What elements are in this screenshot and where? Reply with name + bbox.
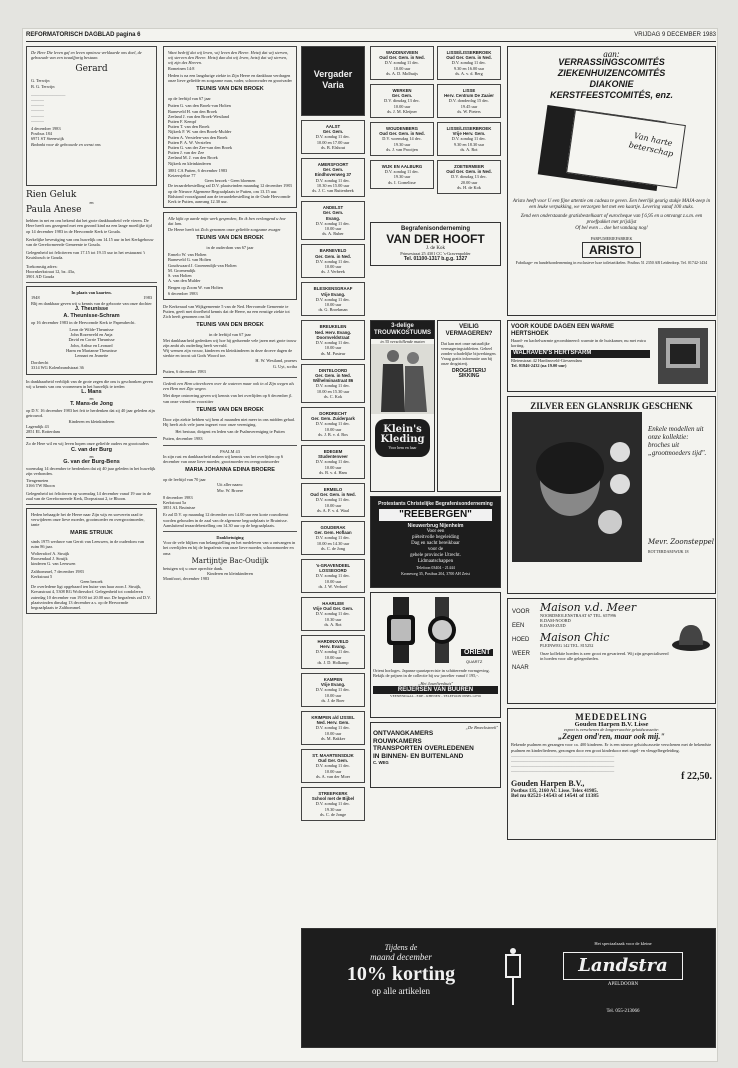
ad-kerst-aristo: [507, 46, 716, 316]
ad-title: VERRASSINGSCOMITÉS: [558, 57, 665, 67]
church-name: LISSE/LISSERBROEK Vrije Herv. Gem.: [446, 126, 492, 137]
notice-address: Bergen op Zoom W. van Holten 6 december 1983: [168, 285, 223, 296]
family-list: Ermelo W. van Holten Barneveld G. van Holten Goudswaard J. Groenendijk-van Holten M. Groenendijk S. van Holten A. van den Mulder: [168, 252, 237, 284]
ad-zilver: [507, 396, 716, 594]
header-title: REFORMATORISCH DAGBLAD pagina 6: [26, 32, 141, 38]
notice-text: Met diepe ontroering geven wij kennis van het overlijden op 6 december jl. van onze vriend en voorzitter: [163, 393, 293, 404]
notice-text: Zo de Here wil en wij leven hopen onze geliefde ouders en grootouders: [26, 441, 149, 447]
ad-address: ROTTERDAM/WIJK 18: [648, 549, 689, 554]
hat-image: [671, 617, 711, 657]
conjunction: en: [89, 200, 94, 205]
notice-family: Kinderen en kleinkinderen: [207, 571, 253, 577]
ad-text: Orient horloges. Japanse quartzprecisie in schitterende vormgeving. Bekijk de prijsen in de collectie bij uw juwelier vanaf f 195,-.: [373, 668, 490, 679]
church-name: 's-GRAVENDEEL LOSSEOORD: [315, 562, 351, 574]
ad-phone: Bel nu 02521-14543 of 14541 of 11385: [511, 793, 599, 800]
person-name: J. Theunisse: [74, 305, 109, 312]
ad-address: Prinsestraat 25 4301 CC 's-Gravenpolder: [400, 251, 471, 256]
notice-text: op 16 december 1983 in de Hervormde Kerk te Papendrecht.: [31, 319, 136, 325]
person-name: TEUNIS VAN DEN BROEK: [196, 234, 264, 241]
ad-trouwkostuums: [370, 320, 435, 492]
church-name: AALST Ger. Gem.: [322, 124, 344, 135]
family-list: Leon de Wilde-Theunisse John Rozenveld en Anja David en Corrie Theunisse John, Arthur en Leonard Harm en Marianne Theunisse Lennart en Jeanette: [66, 327, 117, 359]
service-times: D.V. zondag 11 dec. 10.00 en 15.30 uur ds. C. Kok: [315, 383, 351, 399]
notice-text: Blij en dankbaar geven wij u kennis van de geboorte van onze dochter: [31, 300, 152, 306]
church-name: ANDELST Ger. Gem. Evang.: [322, 205, 344, 221]
ad-text: Haard- en kachelwarmte gecombineerd: warmte in de huiskamer, nu met extra korting.: [511, 338, 646, 349]
ad-text: export is verschenen de langverwachte geluidscassette:: [563, 727, 660, 733]
family-list: Putten G. van den Broek-van Holten Barneveld H. van den Broek Zeeland J. van den Broek-Westland Putten F. Kempf Putten T. van den Broek Nijkerk F. W. van den Broek-Mulder Putten A. Verstelen-van den Broek Putten P. A. W. Verstelen Putten G. van der Zee-van den Broek Putten J. van der Zee Zeeland M. J. van den Broek Nijkerk en kleinkinderen: [168, 103, 233, 166]
gift-image: [512, 105, 711, 195]
death-notice-broek-1: [163, 46, 297, 208]
church-service-entry: [370, 46, 434, 80]
church-name: BLESKENSGRAAF Vrije Evang.: [313, 286, 353, 297]
ad-mededeling: MEDEDELING Gouden Harpen B.V. Lisse export is verschenen de langverwachte geluidscassette: „Zegen ond'ren, maar ook mij." Bekende psalmen en gezangen voor ca. 400 kinderen. Er is een nieuwe geluidscassette verschenen met de bekendste psalmen en kinderliederen, gezongen door een groot kinderkoor met orgel- en vleugelbegeleiding. ———————————————————————— ———————————————————————— ———————————————————————— ———————————————————————— f 22,50. Gouden Harpen B.V., Postbus 135, 2160 AC Lisse. Telex 41985. Bel nu 02521-14543 of 14541 of 11385: [507, 708, 716, 840]
death-notice-struijk: [26, 508, 157, 614]
notice-verse: Want bedrijf dat wij leven, wij leven den Heere. Hetzij dat wij sterven, wij sterven den Heere. Hetzij dan dat wij leven, hetzij dat wij sterven, wij zijn des Heeren.: [168, 50, 289, 66]
gift-label: Van harte beterschap: [627, 131, 675, 159]
ad-maison: [507, 598, 716, 704]
church-service-entry: [301, 158, 365, 197]
ad-address: Kroneweg 35, Postbus 204, 3700 AH Zeist: [401, 571, 470, 576]
person-name: MARIA JOHANNA EDINA BROERE: [185, 467, 275, 474]
service-times: D.V. donderdag 15 dec. 19.45 uur ds. W. Pieters: [448, 98, 490, 114]
ad-text: Onze kollektie hoeden is zeer groot en gevarieerd. Wij zijn gespecialiseerd in hoeden voor alle gelegenheden.: [540, 650, 669, 662]
notice-address: Dordrecht 3314 WG Kolenbrandstraat 36: [31, 360, 84, 371]
church-name: LISSE/LISSERBROEK Oud Ger. Gem. in Ned.: [446, 50, 492, 61]
ad-text: Aristo heeft voor U een fijne attentie om cadeau te geven. Een heerlijk geurig stukje MAJA-zeep in een leuke verpakking, we verzorgen het met een kaartje. Levering vanaf 100 stuks.: [512, 199, 711, 210]
ad-orient: [370, 592, 501, 718]
church-name: WADDINXVEEN Oud Ger. Gem. in Ned.: [379, 50, 425, 61]
person-name: TEUNIS VAN DEN BROEK: [196, 406, 264, 413]
service-times: D.V. zondag 11 dec. 10.00 uur ds. A. van der Moer: [315, 763, 351, 779]
church-service-entry: [301, 483, 365, 517]
notice-address: Putten, december 1983: [163, 436, 203, 442]
church-service-entry: [437, 46, 501, 80]
church-service-entry: [301, 320, 365, 359]
ad-address: VEENENDAAL - EDE - RHENEN - TELEFOON 08385-14756: [390, 693, 481, 698]
ad-subtitle: QUARTZ: [466, 659, 483, 664]
ad-owner: C. WEG: [373, 760, 389, 766]
notice-text: Geen bezoek - Geen bloemen: [204, 178, 256, 184]
ad-line: HOED: [512, 637, 530, 643]
service-times: D.V. zondag 11 dec. 10.00 uur ds. J. B. v. d. Bos: [315, 421, 351, 437]
church-name: DORDRECHT Ger. Gem. Zuiderpark: [311, 410, 355, 422]
ad-line: Tijdens de: [384, 943, 418, 952]
landstra-logo: Landstra: [563, 952, 683, 980]
notice-verse: Gedenk een Hem uitverkoren over de wateren maar ook in al Zijn wegen als een Hem met Zijn wegen.: [163, 380, 295, 392]
notice-age: in de leeftijd van 67 jaar: [209, 332, 251, 338]
service-times: D.V. zondag 11 dec. 19.30 uur ds. I. Cornelisse: [384, 169, 420, 185]
ad-line: gehele provincie Utrecht.: [410, 553, 461, 558]
ad-address: Postbus 135, 2160 AC Lisse. Telex 41985.: [511, 788, 598, 794]
notice-text: De Kerkeraad van Wijkgemeente 5 van de Ned. Hervormde Gemeente te Putten, geeft met droefheid kennis dat de Heere, na een ernstige ziekte tot Zich heeft genomen ons lid: [163, 303, 290, 320]
church-service-entry: [301, 364, 365, 403]
service-times: D.V. zondag 11 dec. 10.00 uur ds. A. Ruber: [315, 220, 351, 237]
person-name: T. Mans-de Jong: [70, 401, 113, 408]
suit-figure-image: [371, 344, 434, 414]
notice-text: De Heere heeft tot Zich genomen onze geliefde zorgzame zwager: [168, 226, 281, 232]
ad-text: Dat kan met onze natuurlijke vermageringstabletten. Geheel zonder schadelijke bijwerkingen. Vraag gratis informatie aan bij onze drogisterij.: [441, 341, 497, 366]
ad-line: EEN: [512, 623, 525, 629]
family-list: Woltersdorf A. Struijk Roosendaal J. Struijk kinderen G. van Leeuwen: [31, 550, 76, 567]
notice-text: Heden behaagde het de Heere naar Zijn wijs en soeverein raad te verwijderen onze lieve moeder, grootmoeder en overgrootmoeder, tante: [31, 511, 145, 528]
church-service-entry: [437, 160, 501, 194]
service-times: D.V. dinsdag 13 dec. 10.00 uur ds. J. M. Kleijner: [384, 98, 420, 114]
service-times: D.V. zondag 11 dec. 10.00 uur ds. M. Pasteur: [315, 340, 351, 356]
service-times: D.V. zondag 11 dec. 10.00 uur ds. G. Broekman: [315, 296, 351, 313]
church-name: KAMPEN Vrije Evang.: [320, 677, 346, 688]
ad-title: DIAKONIE: [589, 79, 634, 89]
service-times: D.V. zondag 11 dec. 10.00 uur ds. J. D. Holkamp: [315, 649, 351, 665]
notice-signatories: H. W. Westland, praeses G. Uyt, scriba: [255, 358, 297, 369]
person-name: TEUNIS VAN DEN BROEK: [196, 322, 264, 329]
notice-text: Er zal D.V. op maandag 12 december om 14.00 uur een korte rouwdienst worden gehouden in de zaal van de algemene begraafplaats te Bruinisse. Aansluitend teraardebestelling om 14.30 uur op de begraafplaats.: [163, 512, 289, 528]
verse-reference: Romeinen 14:8: [168, 65, 195, 71]
church-service-entry: [301, 787, 365, 821]
ad-phone: Tel. 055-213066: [606, 1009, 640, 1014]
notice-heading: Dankbetuiging: [216, 535, 244, 541]
notice-text: sinds 1975 weduwe van Gerrit van Leeuwen, in de ouderdom van ruim 86 jaar.: [31, 538, 145, 549]
ad-address: Fabrikage- en handelsonderneming in exclusieve luxe toiletartikelen. Postbus 51 2350 AB Leiderdorp. Tel. 01742-1434: [515, 260, 708, 265]
church-name: KRIMPEN a/d IJSSEL Ned. Herv. Gem.: [311, 715, 355, 726]
ad-subtitle: Begrafenisonderneming: [400, 226, 470, 232]
ad-phone: Telefoon 03404 - 21444: [416, 565, 455, 570]
church-service-entry: [370, 122, 434, 156]
ad-subtitle: „De Broeckstreek": [465, 725, 498, 730]
notice-address: Montfoort, december 1983: [163, 576, 210, 582]
ad-line: piëteitvolle begeleiding: [411, 535, 460, 540]
ad-text: Bekende psalmen en gezangen voor ca. 400 kinderen. Er is een nieuwe geluidscassette verschenen met de bekendste psalmen en kinderliederen, gezongen door een groot kinderkoor met orgel- en vleugelbegeleiding.: [511, 742, 712, 753]
bride-name: Paula Anese: [26, 205, 82, 216]
church-service-entry: [301, 635, 365, 669]
person-name: L. Mans: [81, 389, 102, 396]
notice-text: op D.V. 16 december 1983 het feit te herdenken dat zij 40 jaar geleden zijn getrouwd.: [26, 408, 155, 419]
church-service-list: [370, 46, 434, 189]
church-name: HAARLEM Vrije Oud Ger. Gem.: [312, 601, 354, 612]
ad-intro: aan:: [603, 49, 620, 59]
church-name: HARDINXVELD Herv. Evang.: [317, 639, 349, 650]
service-times: D.V. zondag 11 dec. 19.30 uur ds. C. de Jonge: [315, 801, 351, 817]
notice-address: 3881 CA Putten, 6 december 1983 Keizersjeltse 77: [168, 167, 228, 179]
church-name: ZOETERMEER Oud Ger. Gem. in Ned.: [446, 164, 492, 175]
notice-age: op de leeftijd van 70 jaar: [163, 477, 206, 483]
person-name: TEUNIS VAN DEN BROEK: [196, 86, 264, 93]
service-times: D.V. zondag 11 dec. 10.00 uur ds. J. Verbeek: [315, 258, 351, 275]
discount-headline: 10% korting: [346, 963, 456, 985]
ad-title: VEILIG VERMAGEREN?: [445, 324, 493, 337]
company-name: Gouden Harpen B.V.,: [511, 778, 585, 788]
wedding-ceremony: Kerkelijke bevestiging van ons huwelijk om 14.15 uur in het Kerkgebouw van de Gereformeerde Gemeente te Gouda.: [26, 236, 154, 248]
ad-landstra: [301, 928, 716, 1048]
notice-signatories: Het bestuur, dirigent en leden van de Psalmvereniging te Putten: [175, 429, 285, 435]
church-name: WOUDENBERG Oud Ger. Gem. in Ned.: [379, 126, 425, 137]
ad-text: Of bel even ... doe het vandaag nog!: [575, 226, 648, 231]
ad-subtitle: „Het Juweliershuis": [417, 680, 454, 686]
church-service-entry: [370, 160, 434, 189]
notice-text: betuigen wij u onze oprechte dank.: [163, 565, 224, 571]
ad-address: PLEINWEG 142 TEL. 815252: [540, 642, 594, 648]
ad-owner: J. de Kok: [425, 246, 446, 251]
notice-address: Putten, 6 december 1983: [163, 368, 206, 374]
cassette-title: „Zegen ond'ren, maar ook mij.": [558, 732, 665, 742]
anniversary-theunisse: [26, 286, 157, 374]
church-service-entry: [301, 749, 365, 783]
column-3: [301, 46, 365, 926]
ad-line: op alle artikelen: [372, 986, 430, 996]
church-name: WERKEN Ger. Gem.: [391, 88, 413, 99]
groom-name: Rien Geluk: [26, 190, 77, 200]
ad-subtitle: Protestants Christelijke Begrafenisonderneming: [378, 501, 493, 507]
year-start: 1948: [31, 295, 40, 301]
person-name: C. van der Burg: [71, 446, 112, 453]
service-times: D.V. woensdag 14 dec. 19.30 uur ds. J. van Prooijen: [382, 136, 422, 152]
person-name: G. van der Burg-Bens: [63, 458, 120, 465]
notice-text: De overledene ligt opgebaard ten huize van haar zoon J. Struijk, Kreuzstraat 4, 5308 RG Woltersdorf. Gelegenheid tot condoleren zaterdag 10 december van 19.00 tot 20.00 uur. De begrafenis zal D.V. plaatsvinden dinsdag 13 december a.s. op de Hervormde begraafplaats te Zaltbommel.: [31, 584, 151, 610]
klein-logo: Klein's Kleding: [380, 424, 425, 446]
ad-subtitle: Gouden Harpen B.V. Lisse: [574, 721, 649, 728]
church-service-entry: [301, 673, 365, 707]
church-name: LISSE Herv. Centrum De Zaaier: [444, 88, 494, 99]
church-name: BARNEVELD Ger. Gem. in Ned.: [315, 248, 351, 259]
verse-reference: PSALM 43: [220, 448, 240, 454]
person-name: Martijntje Bac-Oudijk: [191, 556, 269, 565]
ad-subtitle: in 35 verschillende maten: [380, 339, 425, 344]
ad-address: NOORDMOLENSTRAAT 67 TEL. 657996 R.DAM-NOORD R.DAM-ZUID: [540, 613, 616, 629]
notice-text: Gelegenheid tot feliciteren op woensdag 14 december vanaf 19 uur in de zaal van de Gereformeerde Kerk, Dorpsstraat 2, te Rhoon.: [26, 490, 151, 501]
service-times: D.V. zondag 11 dec. 10.00 uur ds. B. v. d. Ham: [315, 459, 351, 475]
ad-line: NAAR: [512, 665, 529, 671]
ad-title: 3-delige TROUWKOSTUUMS: [371, 321, 434, 339]
ad-shop-name: WALRAVEN'S HERTSFARM: [511, 350, 650, 357]
birth-notice-gerard: De Here Die leven gaf en leven opnieuw verklaarde ons doel, de gebouwde van een twaalfjarig bestaan. Gerard G. Terwijn B. G. Terwijn ———————— ——— ——— ——— ——— ——— 4 december 1983 Postbus 184 6971 ST Steenwijk Bedankt voor de gebouwde en wenst ons: [26, 46, 157, 186]
notice-text: Heden is na een langdurige ziekte in Zijn Heere en dankbaar verdragen onze lieve geliefde en zorgzame man, vader, schoonvader en grootvader: [168, 72, 292, 84]
person-name: A. Theunisse-Schram: [63, 312, 120, 319]
ad-title: MEDEDELING: [575, 712, 648, 722]
ad-location: APELDOORN: [607, 982, 639, 987]
child-name: Gerard: [75, 64, 108, 75]
person-name: MARIE STRUIJK: [70, 529, 113, 536]
wedding-address: Toekomstig adres: Hoornkerkstraat 12, bz. 43a, 3901 AD Gouda: [26, 263, 75, 280]
ad-text: Voor hem en haar: [388, 445, 417, 451]
notice-text: In dankbaarheid verblijdt van de grote zegen die ons is geschonken geven wij u kennis van ons voornemen in het huwelijk te treden: [26, 378, 153, 389]
ad-line: ROUWKAMERS: [373, 737, 422, 745]
church-service-entry: [301, 244, 365, 278]
conjunction: en: [89, 396, 94, 402]
notice-family: Kinderen en kleinkinderen: [68, 418, 115, 424]
service-times: D.V. dinsdag 13 dec. 20.00 uur ds. H. de Kok: [451, 174, 487, 190]
ad-title: REIJERSEN VAN BUUREN: [373, 686, 498, 694]
church-service-entry: [301, 407, 365, 441]
jeweller-name: Mevr. Zoonsteppel: [648, 538, 714, 546]
column-2: [163, 46, 297, 1052]
death-notice-broek-2: [163, 212, 297, 299]
notice-verse: De Here Die leven gaf en leven opnieuw verklaarde ons doel, de gebouwde van een twaalfjarig bestaan.: [31, 50, 142, 61]
price: f 22,50.: [681, 770, 712, 782]
church-service-entry: [301, 120, 365, 154]
notice-text: Voor de vele blijken van belangstelling en het medeleven van u ontvangen in het overlijden en bij de begrafenis van onze lieve moeder, schoonmoeder en oma: [163, 540, 296, 556]
notice-text: In zijn rust en dankbaarheid maken wij kennis van het overlijden op 6 december van onze lieve moeder, grootmoeder en overgrootmoeder: [163, 453, 284, 464]
service-times: D.V. zondag 11 dec. 10.30 en 15.00 uur ds. J. C. van Ruitenbeek: [312, 177, 354, 194]
notice-heading: In plaats van kaarten.: [71, 290, 112, 296]
ad-line: ONTVANGKAMERS: [373, 730, 434, 738]
service-times: D.V. zondag 11 dec. 9.30 en 16.00 uur ds. A. v. d. Berg: [451, 60, 487, 76]
ad-line: voor de: [427, 547, 444, 552]
stove-image: [654, 324, 712, 386]
notice-text: Met dankbaarheid gedenken wij hoe hij gedurende vele jaren met grote trouw zijn ambt als ouderling heeft vervuld.: [163, 337, 297, 348]
notice-dates: 4 december 1983 Postbus 184 6971 ST Steenwijk: [31, 126, 64, 142]
lantern-icon: [498, 947, 528, 1007]
ad-title: KERSTFEESTCOMITÉS, enz.: [549, 90, 673, 100]
ad-line: VOOR: [512, 609, 530, 615]
aristo-logo: ARISTO: [582, 242, 641, 258]
church-name: ST. MAARTENSDIJK Oud Ger. Gem.: [312, 753, 354, 764]
notice-age: op de leeftijd van 67 jaar: [168, 96, 211, 102]
church-service-entry: [301, 559, 365, 593]
ad-shop-name: DROGISTERIJ SIKKING: [452, 368, 486, 379]
service-times: D.V. zondag 11 dec. 10.00 en 14.30 uur ds. C. de Jong: [315, 535, 351, 551]
service-times: D.V. zondag 11 dec. 10.00 uur ds. A. F. v. d. Waal: [315, 497, 351, 513]
page-header: [26, 32, 716, 42]
church-service-entry: [301, 711, 365, 745]
church-service-entry: [301, 201, 365, 240]
ad-title: ZILVER EEN GLANSRIJK GESCHENK: [530, 401, 693, 411]
ad-phone: Tel. 01100-1317 b.g.g. 1327: [403, 256, 468, 262]
service-times: D.V. zondag 11 dec. 10.00 uur ds. J. W. Verhoef: [315, 573, 351, 589]
church-name: EDEGEM Studentenveer: [318, 448, 348, 460]
notice-verse: Alle kijkt op aarde mijn werk gesproken, En ik ben verlangend u hoe dat lam.: [168, 216, 286, 227]
notice-address: Zaltbommel, 7 december 1983 Kerkstraat 5: [31, 568, 84, 579]
church-name: DINTELOORD Ger. Gem. in Ned. Wilhelminastraat 86: [312, 367, 354, 384]
ad-line: IN BINNEN- EN BUITENLAND: [373, 752, 464, 760]
ad-line: Dag en nacht bereikbaar: [411, 541, 460, 546]
notice-address: 8 december 1983 Kerkstraat 5a 3851 AL Bruinisse: [163, 494, 196, 511]
ad-line: WEER: [512, 651, 530, 657]
service-times: D.V. zondag 11 dec. 10.00 uur ds. J. de Boer: [315, 687, 351, 703]
column-1: [26, 46, 157, 1052]
notice-text: woensdag 14 december te herdenken dat zij 40 jaar geleden in het huwelijk zijn verbonden.: [26, 465, 156, 476]
vergader-varia-logo: [301, 46, 365, 116]
ad-text: Zend een onderstaande gratisbestelkaart of eurocheque van f 6,95 en u ontvangt z.s.m. een proefpakket met prijslijst: [520, 214, 703, 225]
ad-walraven: [507, 320, 716, 392]
header-date: VRIJDAG 9 DECEMBER 1983: [634, 32, 716, 38]
church-service-entry: [301, 282, 365, 316]
church-name: BREUKELEN Ned. Herv. Evang. Doornveldstraat: [314, 324, 352, 340]
wedding-reception: Gelegenheid tot feliciteren van 17.15 tot 19.15 uur in het restaurant 't Kruisbosch te Gouda.: [26, 250, 145, 261]
ad-quote: Enkele modellen uit onze kollektie: broches uit „grootmoeders tijd".: [648, 425, 707, 457]
service-times: D.V. zondag 11 dec. 9.30 en 18.30 uur ds. A. Rot: [451, 136, 487, 152]
year-end: 1983: [143, 295, 152, 301]
ad-title: "REEBERGEN": [379, 509, 492, 521]
church-service-entry: [437, 84, 501, 118]
ad-subtitle: Het speciaalzaak voor de kleine: [594, 941, 652, 946]
service-times: D.V. zondag 11 dec. 10.00 uur ds. M. Bakker: [315, 725, 351, 741]
orient-logo: ORIENT: [461, 649, 493, 656]
church-service-entry: [437, 122, 501, 156]
ad-van-der-hooft: [370, 222, 501, 266]
ad-address: Bleienstraat 42 Hardinxveld-Giessendam: [511, 357, 582, 363]
notice-address: Tiengemeten 3166 TW Rhoon: [26, 478, 55, 489]
church-name: AMERSFOORT Ger. Gem. Eindhovenweg 37: [314, 162, 352, 178]
church-name: GOUDERAK Ger. Gem. Hoflaan: [314, 524, 352, 536]
service-times: D.V. zondag 11 dec. 10.00 en 17.00 uur ds. B. Elshout: [315, 134, 351, 150]
ad-subtitle: PARFUMERIEFABRIEK: [590, 236, 633, 241]
notice-address: Lagendijk 43 2851 EL Rotterdam: [26, 423, 60, 435]
ad-line: Voor een: [426, 529, 445, 534]
ad-title: VAN DER HOOFT: [386, 232, 485, 246]
service-times: D.V. zondag 11 dec. 10.30 uur ds. A. Rot: [315, 611, 351, 627]
church-service-entry: [301, 597, 365, 631]
family-list: Uit aller naam: Mw. W. Broere: [216, 482, 244, 493]
church-service-entry: [370, 84, 434, 118]
ad-line: Lidmaatschappen: [417, 559, 454, 564]
ad-title: ZIEKENHUIZENCOMITÉS: [557, 68, 666, 78]
church-service-list: [437, 46, 501, 194]
logo-text: Vergader Varia: [313, 69, 353, 90]
conjunction: en: [89, 453, 94, 459]
shop-name: Maison Chic: [540, 630, 610, 644]
church-service-entry: [301, 521, 365, 555]
notice-family: G. Terwijn B. G. Terwijn: [31, 78, 55, 89]
column-5: [437, 46, 501, 218]
ad-line: maand december: [370, 952, 432, 962]
church-service-list: [301, 120, 365, 821]
church-name: ERMELO Oud Ger. Gem. in Ned.: [310, 486, 356, 498]
ad-title: VOOR KOUDE DAGEN EEN WARME HERTSHOEK: [511, 324, 615, 337]
ad-location: Nieuwerbrug Nijenheim: [407, 523, 464, 529]
ad-broeckstreek: [370, 722, 501, 788]
shop-name: Maison v.d. Meer: [540, 601, 637, 614]
notice-thanks: Bedankt voor de gebouwde en wenst ons: [31, 141, 101, 147]
column-4: [370, 46, 434, 218]
ad-phone: Tel. 01846-2432 (na 19.00 uur): [511, 362, 567, 368]
ad-veilig-vermageren: [437, 320, 501, 492]
ad-reebergen: [370, 496, 501, 588]
ad-line: TRANSPORTEN OVERLEDENEN: [373, 745, 474, 753]
wedding-text: hebben in net en ons bekend dat het grote dankbaarheid vele vieren. De Here heeft ons gezegend met een gezond kind na een lange moeilijke tijd op 14 december 1983 in de Hervormde Kerk te Gouda.: [26, 218, 152, 234]
notice-text: Geen bezoek: [80, 578, 103, 584]
notice-age: in de ouderdom van 67 jaar: [206, 244, 254, 250]
church-name: STREEFKERK School met de Bijbel: [311, 791, 355, 802]
notice-text: Wij wensen zijn vrouw, kinderen en kleinkinderen in deze droeve dagen de sterkte en troost uit Gods Woord toe.: [163, 347, 293, 359]
service-times: D.V. zondag 11 dec. 10.00 uur ds. A. D. Molhuijs: [384, 60, 420, 76]
church-service-entry: [301, 445, 365, 479]
notice-text: Door zijn ziekte hebben wij hem al maanden niet meer in ons midden gehad. Hij heeft zich vele jaren ingezet voor onze vereniging.: [163, 416, 295, 427]
church-name: WIJK EN AALBURG: [381, 164, 423, 170]
notice-text: De teraardebestelling zal D.V. plaatsvinden maandag 12 december 1983 op de Nieuwe Algemene Begraafplaats te Putten, om 13.15 uur. Bidstond voorafgaand aan de teraardebestelling in de Oude Hervormde Kerk te Putten, aanvang 12.30 uur.: [168, 183, 292, 205]
